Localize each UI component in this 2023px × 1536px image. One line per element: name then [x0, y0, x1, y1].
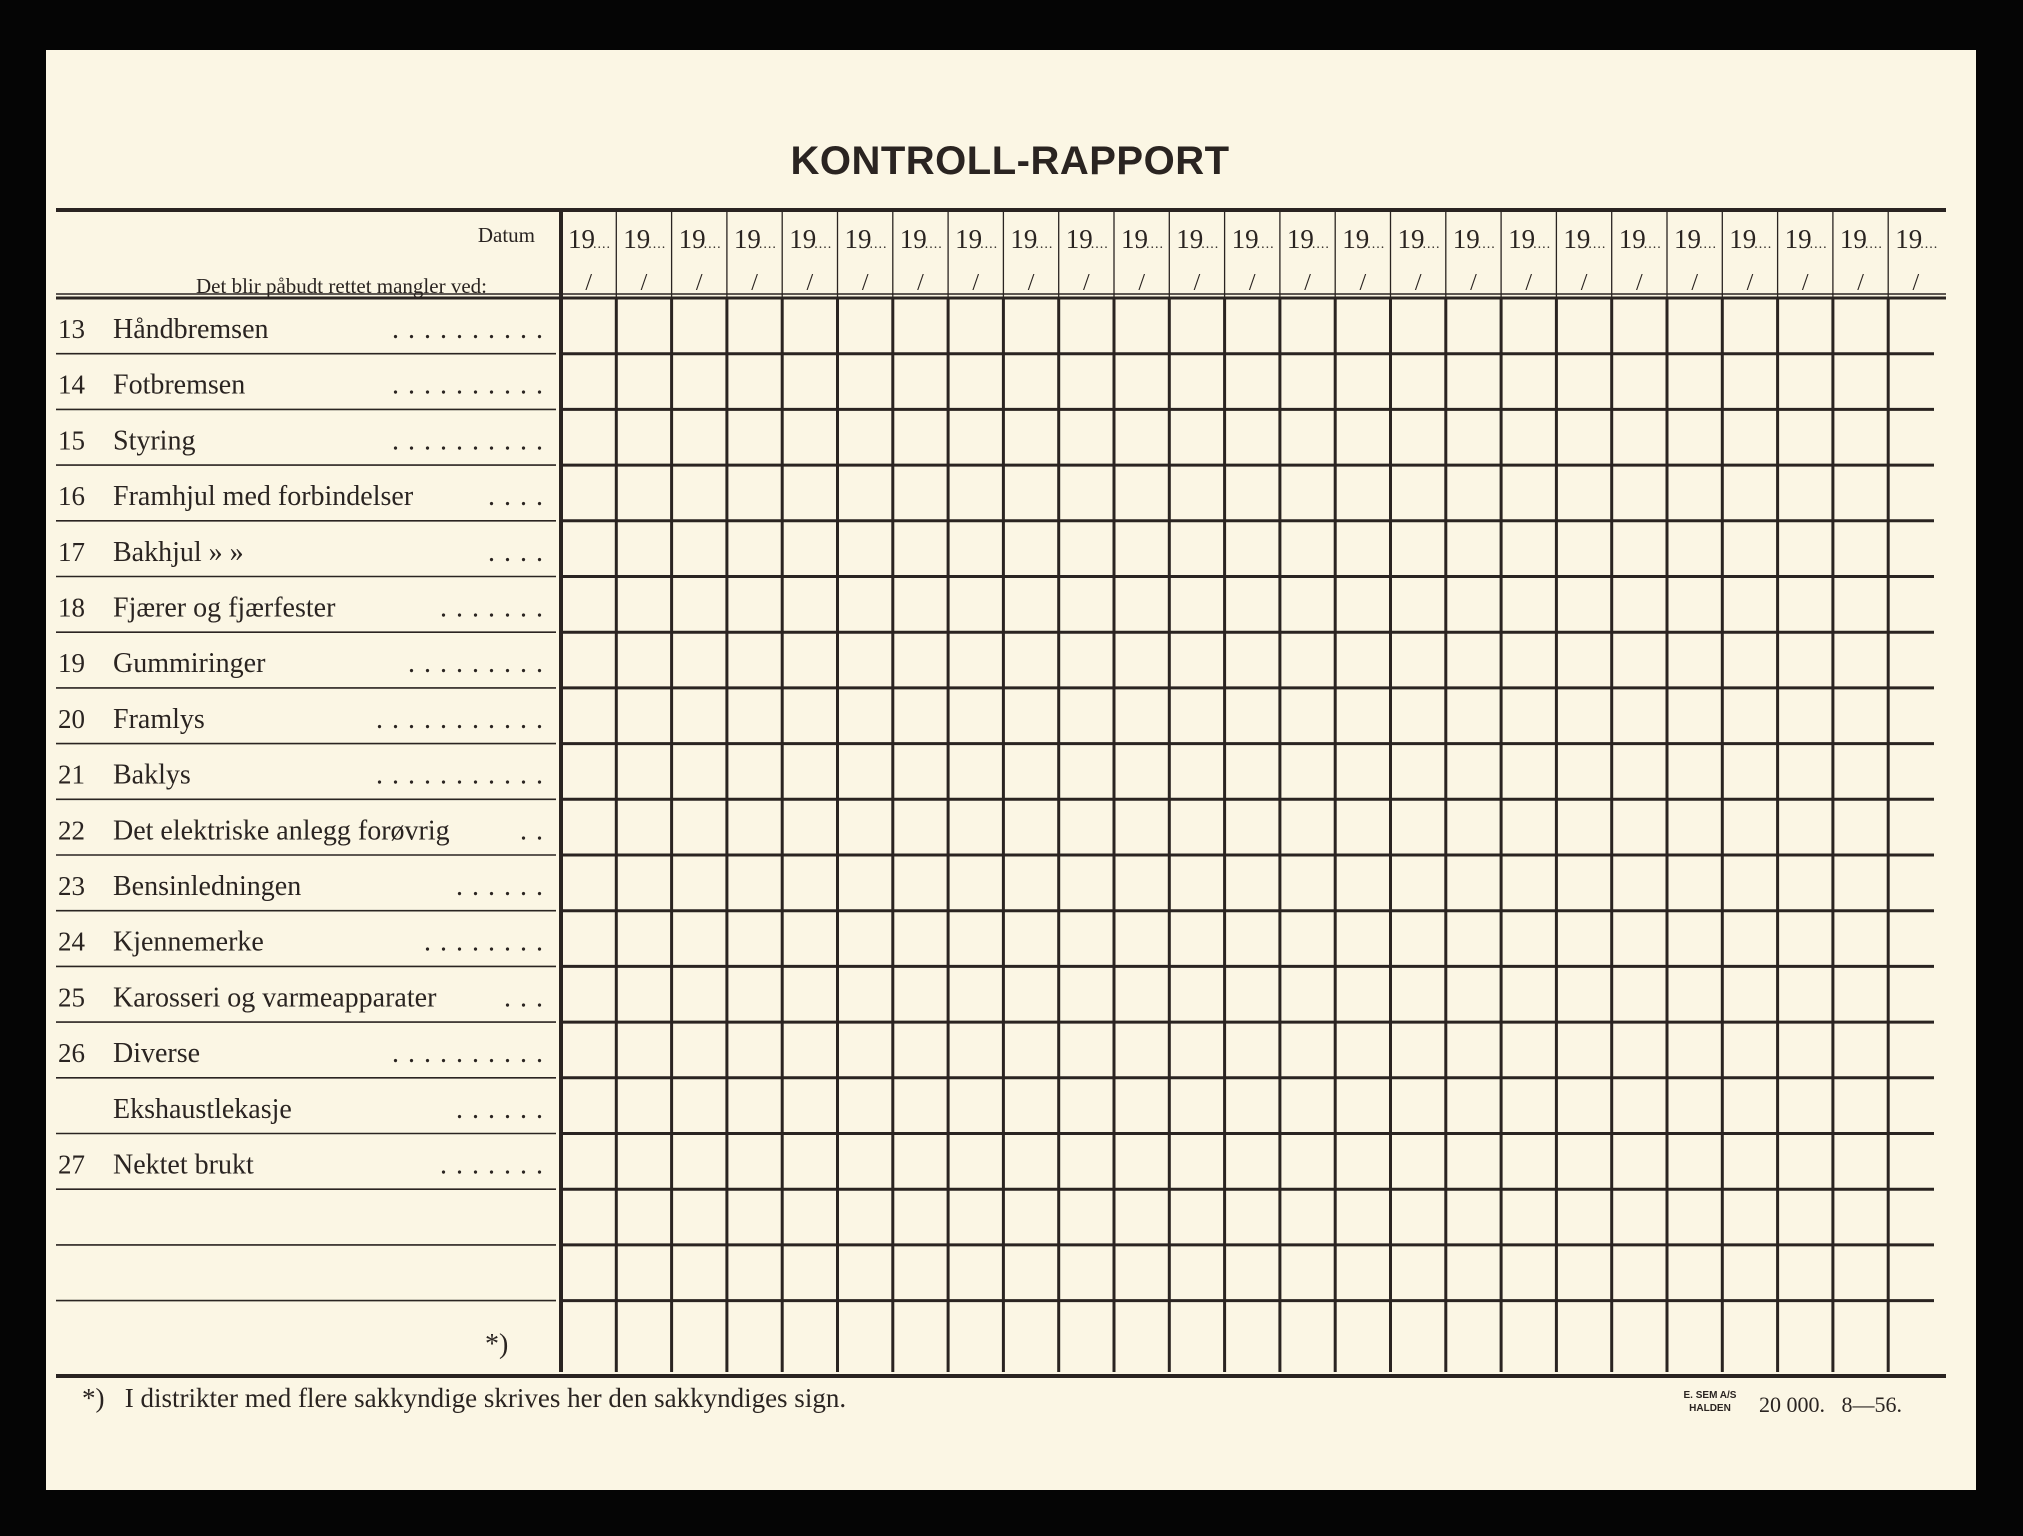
signature-marker: *): [485, 1329, 509, 1360]
date-year-dots: ....: [1367, 237, 1386, 252]
item-number: 14: [58, 369, 85, 400]
date-day-month-separator: /: [1414, 270, 1422, 296]
item-number: 27: [58, 1149, 85, 1180]
date-day-month-separator: /: [1470, 270, 1477, 296]
date-day-month-separator: /: [695, 270, 703, 296]
date-year-dots: ....: [1477, 237, 1496, 252]
date-day-month-separator: /: [1801, 270, 1809, 296]
date-year-dots: ....: [1809, 237, 1828, 252]
date-year: 19: [955, 224, 983, 254]
leader-dots: ...........: [376, 703, 552, 735]
date-day-month-separator: /: [861, 270, 869, 296]
date-year-dots: ....: [924, 237, 943, 252]
date-day-month-separator: /: [1138, 270, 1145, 296]
date-year-dots: ....: [1035, 237, 1054, 252]
date-year-dots: ....: [1699, 237, 1717, 252]
item-number: 18: [58, 592, 85, 623]
date-year: 19: [568, 224, 595, 254]
date-year-dots: ....: [593, 237, 611, 252]
date-year: 19: [1397, 224, 1425, 254]
date-year: 19: [1729, 224, 1757, 254]
item-row: [58, 704, 552, 735]
date-year: 19: [789, 224, 817, 254]
report-form: [46, 50, 1976, 1490]
date-day-month-separator: /: [1083, 270, 1090, 296]
date-year: 19: [1176, 224, 1204, 254]
item-row: [58, 370, 552, 401]
item-row: [113, 1094, 552, 1125]
item-label: Nektet brukt: [113, 1149, 254, 1181]
date-year-dots: ....: [1533, 237, 1552, 252]
date-year-dots: ....: [1588, 237, 1607, 252]
item-row: [58, 1038, 552, 1069]
date-year-dots: ....: [1146, 237, 1164, 252]
date-day-month-separator: /: [1193, 270, 1201, 296]
leader-dots: ...........: [376, 759, 552, 791]
date-day-month-separator: /: [751, 270, 758, 296]
date-day-month-separator: /: [1304, 270, 1311, 296]
item-label: Styring: [113, 425, 196, 457]
leader-dots: .........: [408, 648, 552, 680]
item-number: 24: [58, 926, 85, 957]
item-label: Ekshaustlekasje: [113, 1093, 292, 1125]
report-card: [46, 50, 1976, 1490]
item-number: 15: [58, 425, 85, 456]
item-row: [58, 927, 552, 958]
printer-city: HALDEN: [1689, 1403, 1731, 1414]
date-column-headers: [568, 224, 1938, 296]
date-year: 19: [1010, 224, 1038, 254]
leader-dots: ........: [424, 926, 552, 958]
date-day-month-separator: /: [1691, 270, 1698, 296]
date-day-month-separator: /: [917, 270, 924, 296]
date-year: 19: [1286, 224, 1314, 254]
datum-label: Datum: [477, 223, 535, 247]
date-year: 19: [899, 224, 927, 254]
date-year-dots: ....: [1090, 237, 1109, 252]
date-year-dots: ....: [758, 237, 777, 252]
item-row: [58, 1150, 552, 1181]
date-year: 19: [1342, 224, 1370, 254]
item-label: Det elektriske anlegg forøvrig: [113, 815, 450, 847]
date-day-month-separator: /: [806, 270, 814, 296]
date-year: 19: [1508, 224, 1536, 254]
item-number: 21: [58, 759, 85, 790]
date-day-month-separator: /: [640, 270, 648, 296]
leader-dots: ....: [488, 481, 552, 513]
item-row: [58, 593, 552, 624]
date-day-month-separator: /: [1525, 270, 1533, 296]
item-label: Kjennemerke: [113, 926, 264, 958]
date-year: 19: [1784, 224, 1812, 254]
date-year-dots: ....: [1422, 237, 1441, 252]
leader-dots: ......: [456, 1093, 552, 1125]
leader-dots: ..........: [392, 425, 552, 457]
item-number: 17: [58, 536, 85, 567]
item-label: Bensinledningen: [113, 871, 302, 902]
item-rows: [58, 314, 552, 1181]
form-title: KONTROLL-RAPPORT: [790, 139, 1230, 183]
item-row: [58, 982, 552, 1013]
inspection-grid: [56, 210, 1946, 1376]
date-day-month-separator: /: [1580, 270, 1588, 296]
item-label: Fotbremsen: [113, 369, 246, 401]
item-label: Gummiringer: [113, 648, 266, 680]
item-row: [58, 537, 552, 568]
date-day-month-separator: /: [1636, 270, 1643, 296]
date-year-dots: ....: [1256, 237, 1275, 252]
date-day-month-separator: /: [1359, 270, 1367, 296]
item-number: 13: [58, 314, 85, 344]
item-number: 26: [58, 1038, 85, 1069]
date-year-dots: ....: [1643, 237, 1662, 252]
item-row: [58, 871, 552, 902]
item-number: 25: [58, 982, 85, 1013]
date-year: 19: [678, 224, 706, 254]
leader-dots: ...: [504, 982, 552, 1014]
date-day-month-separator: /: [585, 270, 592, 296]
item-label: Diverse: [113, 1038, 201, 1070]
date-year-dots: ....: [1201, 237, 1220, 252]
date-day-month-separator: /: [1857, 270, 1864, 296]
date-year: 19: [1452, 224, 1480, 254]
date-day-month-separator: /: [1746, 270, 1754, 296]
date-year: 19: [1839, 224, 1867, 254]
date-year: 19: [733, 224, 761, 254]
date-year: 19: [1895, 224, 1923, 254]
date-year: 19: [1121, 224, 1148, 254]
date-day-month-separator: /: [1027, 270, 1035, 296]
date-year-dots: ....: [703, 237, 722, 252]
leader-dots: ..: [520, 815, 552, 847]
item-row: [58, 648, 552, 679]
item-label: Baklys: [113, 759, 191, 791]
date-year-dots: ....: [980, 237, 999, 252]
date-year-dots: ....: [1920, 237, 1939, 252]
leader-dots: ......: [456, 871, 552, 902]
date-year: 19: [1563, 224, 1591, 254]
date-year-dots: ....: [648, 237, 667, 252]
leader-dots: ..........: [392, 1038, 552, 1070]
date-day-month-separator: /: [972, 270, 980, 296]
item-number: 20: [58, 703, 85, 734]
date-year: 19: [623, 224, 651, 254]
leader-dots: ..........: [392, 314, 552, 345]
leader-dots: ....: [488, 536, 552, 568]
date-year: 19: [1674, 224, 1701, 254]
edition-info: 20 000. 8—56.: [1759, 1392, 1902, 1417]
item-number: 19: [58, 648, 85, 679]
date-year: 19: [844, 224, 872, 254]
date-year-dots: ....: [869, 237, 888, 252]
date-year: 19: [1065, 224, 1093, 254]
date-year: 19: [1231, 224, 1259, 254]
footnote: *) I distrikter med flere sakkyndige skrives her den sakkyndiges sign.: [82, 1383, 847, 1413]
item-number: 23: [58, 871, 85, 901]
leader-dots: .......: [440, 592, 552, 624]
item-label: Bakhjul » »: [113, 536, 244, 568]
item-label: Karosseri og varmeapparater: [113, 982, 437, 1014]
item-label: Framlys: [113, 703, 205, 735]
item-row: [58, 314, 552, 345]
date-day-month-separator: /: [1912, 270, 1920, 296]
item-label: Håndbremsen: [113, 314, 269, 345]
date-year-dots: ....: [1754, 237, 1773, 252]
leader-dots: ..........: [392, 369, 552, 401]
date-year-dots: ....: [1864, 237, 1883, 252]
instruction-label: Det blir påbudt rettet mangler ved:: [196, 274, 487, 298]
item-label: Framhjul med forbindelser: [113, 481, 414, 513]
item-row: [58, 425, 552, 456]
item-row: [58, 481, 552, 512]
date-year: 19: [1618, 224, 1646, 254]
date-year-dots: ....: [814, 237, 833, 252]
item-number: 22: [58, 815, 85, 846]
date-day-month-separator: /: [1248, 270, 1256, 296]
printer-name: E. SEM A/S: [1683, 1390, 1737, 1401]
item-number: 16: [58, 481, 85, 512]
item-row: [58, 760, 552, 791]
item-row: [58, 815, 552, 846]
item-label: Fjærer og fjærfester: [113, 592, 336, 624]
date-year-dots: ....: [1311, 237, 1330, 252]
leader-dots: .......: [440, 1149, 552, 1181]
